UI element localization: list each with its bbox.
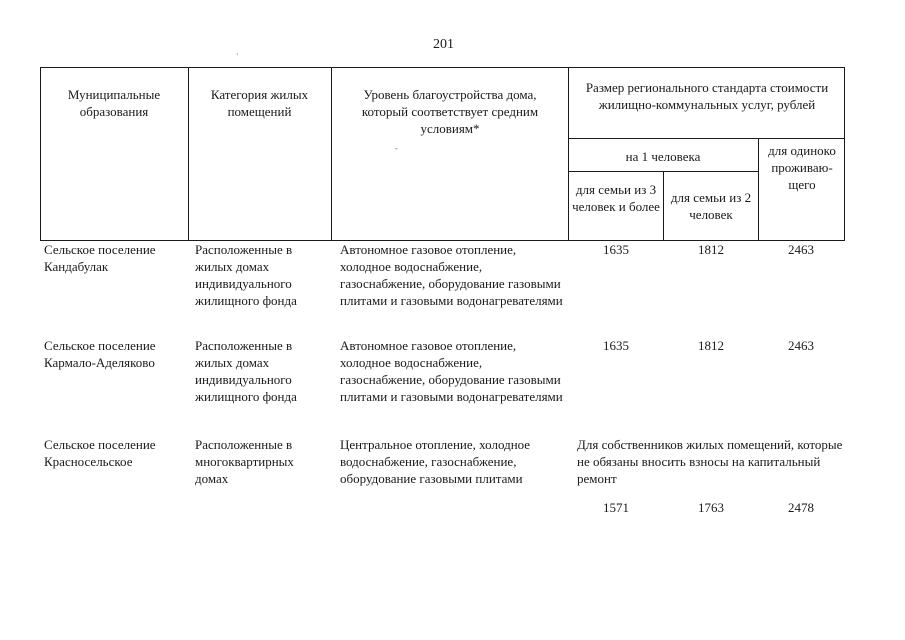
row-category: Расположенные в многоквартирных домах <box>195 437 294 486</box>
header-family2: для семьи из 2 человек <box>670 190 752 222</box>
scan-mark: · <box>236 50 239 59</box>
row-note: Для собственников жилых помещений, которые не обязаны вносить взносы на капитальный ремонт <box>577 437 843 486</box>
column-divider-right <box>844 67 845 241</box>
standard-subheader-border <box>568 138 845 139</box>
row-amenities: Автономное газовое отопление, холодное водоснабжение, газоснабжение, оборудование газовыми плитами и газовыми водонагревателями <box>340 242 563 308</box>
row-value-single: 2463 <box>788 242 814 257</box>
row-value-family3: 1571 <box>603 500 629 515</box>
column-divider-2 <box>331 67 332 241</box>
header-standard: Размер регионального стандарта стоимости жилищно-коммунальных услуг, рублей <box>585 80 829 112</box>
row-municipality: Сельское поселение Кармало-Аделяково <box>44 338 156 370</box>
row-value-family2: 1812 <box>698 338 724 353</box>
scan-mark: - <box>395 144 398 153</box>
row-municipality: Сельское поселение Красносельское <box>44 437 156 469</box>
column-divider-3 <box>568 67 569 241</box>
column-divider-4 <box>663 171 664 241</box>
row-amenities: Автономное газовое отопление, холодное водоснабжение, газоснабжение, оборудование газовыми плитами и газовыми водонагревателями <box>340 338 563 404</box>
header-municipality: Муниципальные образования <box>67 87 161 119</box>
row-category: Расположенные в жилых домах индивидуального жилищного фонда <box>195 338 297 404</box>
row-value-family3: 1635 <box>603 338 629 353</box>
column-divider-1 <box>188 67 189 241</box>
row-value-family3: 1635 <box>603 242 629 257</box>
row-municipality: Сельское поселение Кандабулак <box>44 242 156 274</box>
header-per-person: на 1 человека <box>625 149 701 164</box>
row-category: Расположенные в жилых домах индивидуального жилищного фонда <box>195 242 297 308</box>
header-amenities: Уровень благоустройства дома, который соответствует средним условиям* <box>361 87 539 136</box>
column-divider-5 <box>758 138 759 241</box>
row-value-single: 2463 <box>788 338 814 353</box>
row-value-family2: 1812 <box>698 242 724 257</box>
table-top-border <box>40 67 845 68</box>
row-value-family2: 1763 <box>698 500 724 515</box>
row-amenities: Центральное отопление, холодное водоснабжение, газоснабжение, оборудование газовыми плитами <box>340 437 531 486</box>
page-number: 201 <box>433 37 454 52</box>
row-value-single: 2478 <box>788 500 814 515</box>
header-single: для одиноко проживаю-щего <box>768 143 836 192</box>
header-family3: для семьи из 3 человек и более <box>572 182 660 214</box>
header-category: Категория жилых помещений <box>210 87 309 119</box>
column-divider-left <box>40 67 41 241</box>
